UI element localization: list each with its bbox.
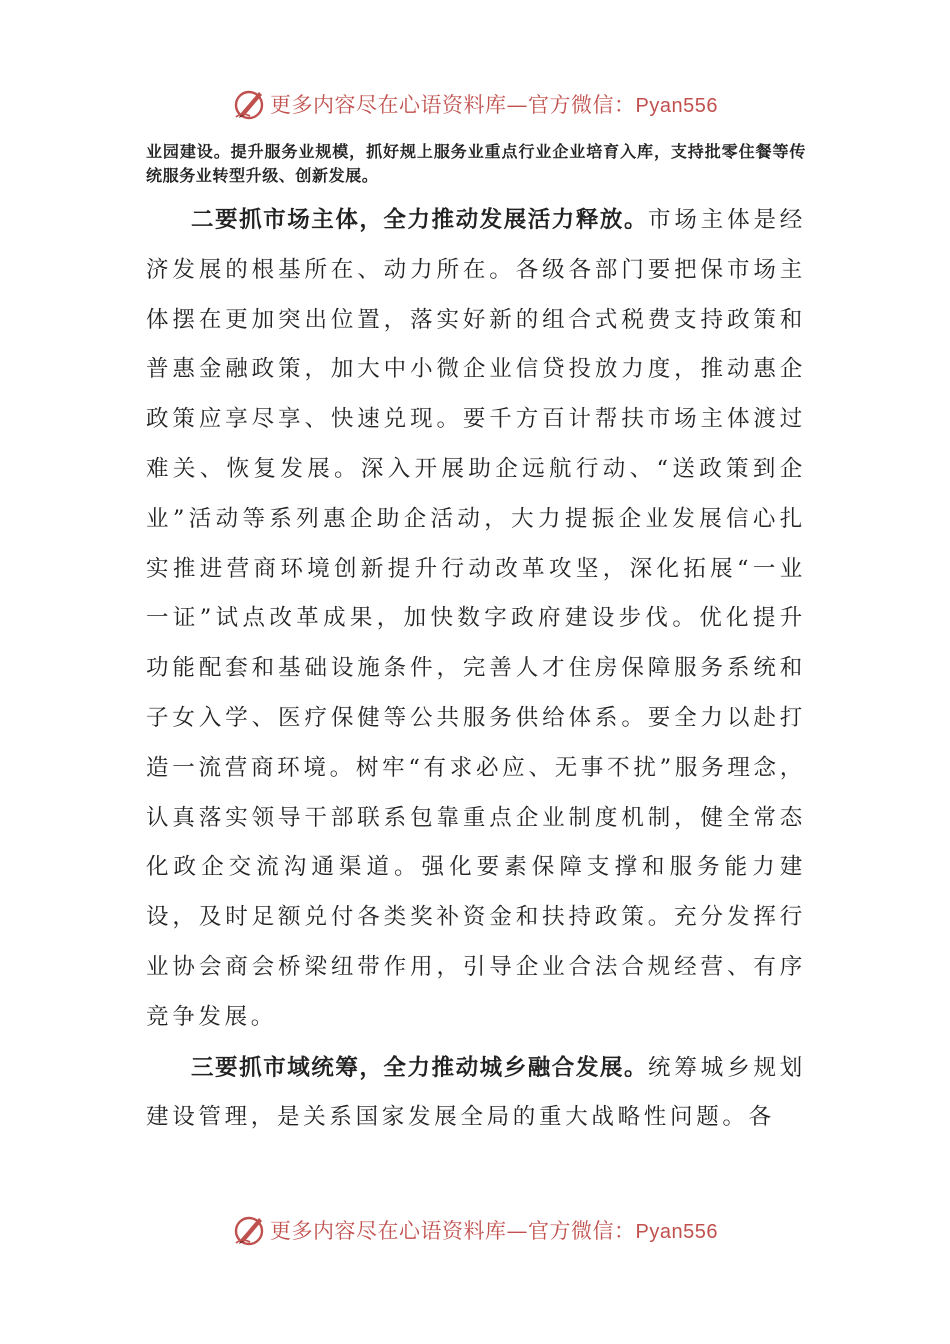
footer-banner-text: 更多内容尽在心语资料库—官方微信：Pyan556 [270,1219,718,1243]
section-3-paragraph [146,1044,806,1144]
footer-banner [0,1210,950,1250]
document-body [146,140,806,1143]
section-3-text: 统筹城乡规划建设管理，是关系国家发展全局的重大战略性问题。各 [146,1054,806,1131]
header-banner [0,84,950,124]
section-3-heading: 三要抓市域统筹，全力推动城乡融合发展。 [191,1054,649,1081]
pen-logo-icon [232,1212,268,1248]
section-2-heading: 二要抓市场主体，全力推动发展活力释放。 [191,207,649,233]
section-2-text: 市场主体是经济发展的根基所在、动力所在。各级各部门要把保市场主体摆在更加突出位置，落实好新的组合式税费支持政策和普惠金融政策，加大中小微企业信贷投放力度，推动惠企政策应享尽享、快速兑现。要千方百计帮扶市场主体渡过难关、恢复发展。深入开展助企远航行动、“送政策到企业”活动等系列惠企助企活动，大力提振企业发展信心扎实推进营商环境创新提升行动改革攻坚，深化拓展“一业一证”试点改革成果，加快数字政府建设步伐。优化提升功能配套和基础设施条件，完善人才住房保障服务系统和子女入学、医疗保健等公共服务供给体系。要全力以赴打造一流营商环境。树牢“有求必应、无事不扰”服务理念，认真落实领导干部联系包靠重点企业制度机制，健全常态化政企交流沟通渠道。强化要素保障支撑和服务能力建设，及时足额兑付各类奖补资金和扶持政策。充分发挥行业协会商会桥梁纽带作用，引导企业合法合规经营、有序竞争发展。 [146,207,806,1030]
header-banner-text: 更多内容尽在心语资料库—官方微信：Pyan556 [270,93,718,117]
pen-logo-icon [232,86,268,122]
section-2-paragraph [146,196,806,1043]
intro-paragraph: 业园建设。提升服务业规模，抓好规上服务业重点行业企业培育入库，支持批零住餐等传统服务业转型升级、创新发展。 [146,142,806,185]
